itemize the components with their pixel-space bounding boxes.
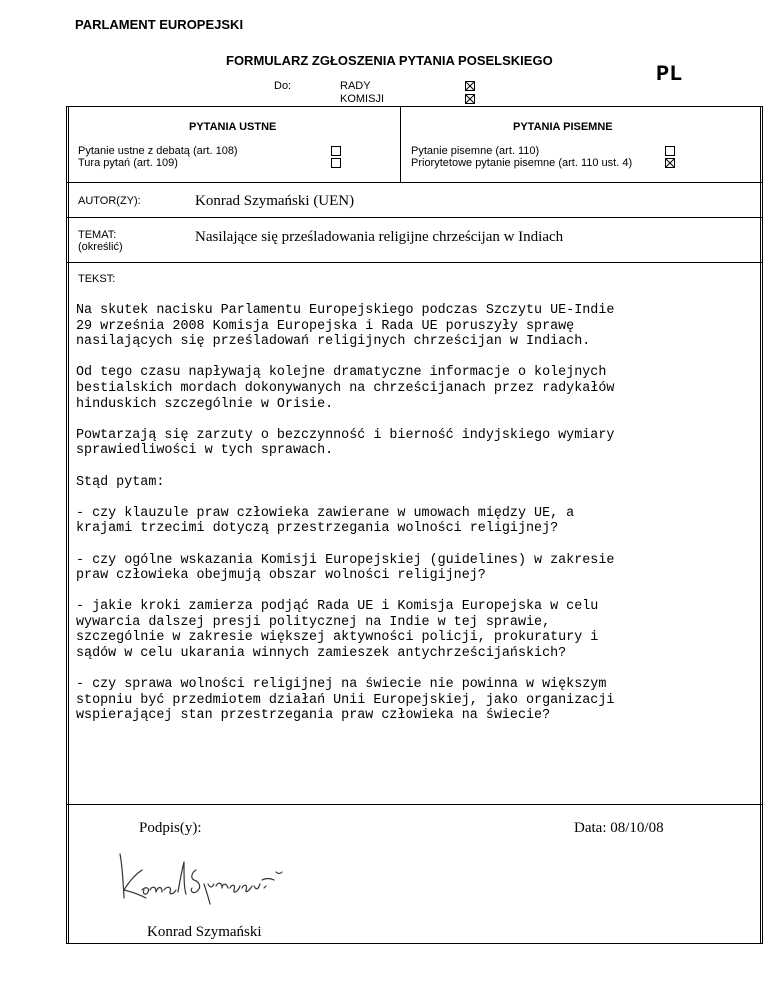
question-paragraph-2: Od tego czasu napływają kolejne dramatyczne informacje o kolejnych bestialskich mordach dokonywanych na chrześcijanach przez radykałów hinduskich szczególnie w Orisie.	[76, 365, 615, 412]
question-paragraph-7: - jakie kroki zamierza podjąć Rada UE i Komisja Europejska w celu wywarcia dalszej presji politycznej na Indie w tej sprawie, szczególnie w zakresie większej aktywności policji, prokuratury i sądów w celu ukarania winnych zamieszek antychrześcijańskich?	[76, 599, 599, 662]
institution-name: PARLAMENT EUROPEJSKI	[75, 17, 244, 32]
oral-option-debate-checkbox[interactable]	[331, 146, 341, 156]
frame-left-inner	[68, 106, 69, 944]
question-paragraph-6: - czy ogólne wskazania Komisji Europejskiej (guidelines) w zakresie praw człowieka obejmują obszar wolności religijnej?	[76, 552, 615, 584]
question-paragraph-3: Powtarzają się zarzuty o bezczynność i bierność indyjskiego wymiary sprawiedliwości w tych sprawach.	[76, 427, 615, 459]
form-title: FORMULARZ ZGŁOSZENIA PYTANIA POSELSKIEGO	[226, 53, 553, 68]
oral-questions-title: PYTANIA USTNE	[189, 121, 277, 133]
question-paragraph-5: - czy klauzule praw człowieka zawierane w umowach między UE, a krajami trzecimi dotyczą przestrzegania wolności religijnej?	[76, 505, 575, 537]
divider-author	[66, 217, 763, 218]
recipient-council-checkbox[interactable]	[465, 81, 475, 91]
written-option-standard-label: Pytanie pisemne (art. 110)	[411, 145, 540, 157]
question-paragraph-8: - czy sprawa wolności religijnej na świecie nie powinna w większym stopniu być przedmiotem działań Unii Europejskiej, jako organizacji wspierającej stan przestrzegania praw człowieka na świecie?	[76, 677, 615, 724]
author-label: AUTOR(ZY):	[78, 195, 141, 207]
subject-label: TEMAT:	[78, 229, 117, 241]
subject-value: Nasilające się prześladowania religijne chrześcijan w Indiach	[195, 229, 564, 245]
handwritten-signature	[112, 850, 287, 910]
recipient-council-label: RADY	[340, 80, 371, 92]
divider-oral-written	[400, 106, 401, 182]
divider-text	[66, 804, 763, 805]
oral-option-debate-label: Pytanie ustne z debatą (art. 108)	[78, 145, 238, 157]
frame-right-inner	[760, 106, 761, 944]
oral-option-question-time-checkbox[interactable]	[331, 158, 341, 168]
oral-option-question-time-label: Tura pytań (art. 109)	[78, 157, 178, 169]
subject-sublabel: (określić)	[78, 241, 123, 253]
written-questions-title: PYTANIA PISEMNE	[513, 121, 613, 133]
signer-name: Konrad Szymański	[147, 924, 262, 940]
divider-question-type	[66, 182, 763, 183]
signature-label: Podpis(y):	[139, 820, 202, 836]
date-field: Data: 08/10/08	[574, 820, 664, 836]
question-paragraph-4: Stąd pytam:	[76, 474, 165, 490]
recipient-commission-label: KOMISJI	[340, 93, 385, 105]
written-option-standard-checkbox[interactable]	[665, 146, 675, 156]
author-value: Konrad Szymański (UEN)	[195, 193, 355, 209]
recipient-commission-checkbox[interactable]	[465, 94, 475, 104]
text-label: TEKST:	[78, 273, 116, 285]
question-text	[76, 303, 716, 740]
language-code: PL	[656, 62, 683, 87]
written-option-priority-checkbox[interactable]	[665, 158, 675, 168]
question-paragraph-1: Na skutek nacisku Parlamentu Europejskiego podczas Szczytu UE-Indie 29 września 2008 Komisja Europejska i Rada UE poruszyły sprawę nasilających się prześladowań religijnych chrześcijan w Indiach.	[76, 303, 615, 350]
written-option-priority-label: Priorytetowe pytanie pisemne (art. 110 ust. 4)	[411, 157, 633, 169]
divider-subject	[66, 262, 763, 263]
recipient-label: Do:	[274, 80, 292, 92]
